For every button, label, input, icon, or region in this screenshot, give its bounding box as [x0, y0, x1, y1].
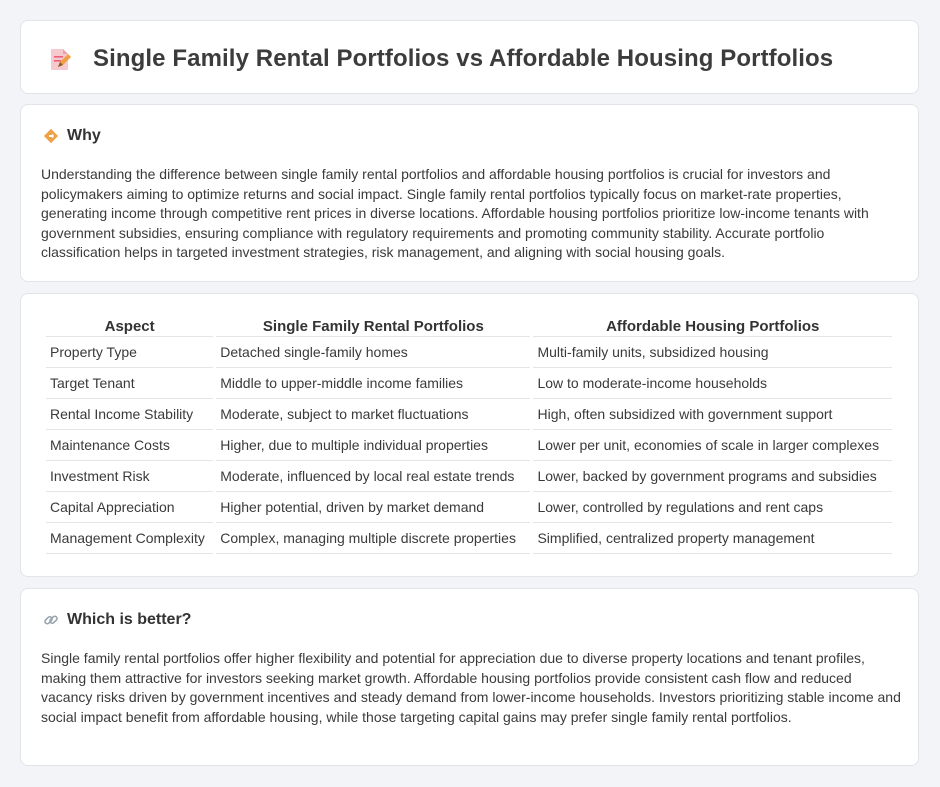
why-title: Why [67, 127, 101, 144]
better-text: Single family rental portfolios offer higher flexibility and potential for appreciation due to diverse property locations and tenant profiles, making them attractive for investors seeking market growth. Affordable housing portfolios provide consistent cash flow and reduced vacancy risks driven by government incentives and steady demand from lower-income households. Investors prioritizing stable income and social impact benefit from affordable housing, while those targeting capital gains may prefer single family rental portfolios. [41, 650, 901, 725]
row-single-family: Complex, managing multiple discrete properties [216, 523, 530, 554]
header-aspect: Aspect [46, 316, 213, 337]
comparison-table [43, 316, 895, 554]
row-aspect: Capital Appreciation [46, 492, 213, 523]
why-text: Understanding the difference between single family rental portfolios and affordable housing portfolios is crucial for investors and policymakers aiming to optimize returns and social impact. Single family rental portfolios typically focus on market-rate properties, generating income through competitive rent prices in diverse locations. Affordable housing portfolios prioritize low-income tenants with government subsidies, ensuring compliance with regulatory requirements and promoting community stability. Accurate portfolio classification helps in targeted investment strategies, risk management, and aligning with social housing goals. [41, 166, 869, 261]
better-header [43, 611, 191, 629]
table-row [46, 368, 892, 399]
row-aspect: Property Type [46, 337, 213, 368]
page-title: Single Family Rental Portfolios vs Affordable Housing Portfolios [93, 45, 834, 72]
comparison-card [20, 293, 919, 577]
header-affordable: Affordable Housing Portfolios [533, 316, 892, 337]
better-title: Which is better? [67, 611, 192, 628]
better-card [20, 588, 919, 766]
row-affordable: Multi-family units, subsidized housing [533, 337, 892, 368]
why-card [20, 104, 919, 282]
table-row [46, 337, 892, 368]
row-single-family: Detached single-family homes [216, 337, 530, 368]
table-row [46, 523, 892, 554]
why-header [43, 127, 101, 145]
document-edit-icon [47, 46, 73, 72]
row-affordable: High, often subsidized with government support [533, 399, 892, 430]
row-aspect: Management Complexity [46, 523, 213, 554]
row-aspect: Investment Risk [46, 461, 213, 492]
title-row [47, 45, 833, 73]
row-single-family: Higher potential, driven by market demand [216, 492, 530, 523]
row-affordable: Lower per unit, economies of scale in larger complexes [533, 430, 892, 461]
row-affordable: Lower, controlled by regulations and rent caps [533, 492, 892, 523]
row-single-family: Middle to upper-middle income families [216, 368, 530, 399]
table-row [46, 430, 892, 461]
title-card [20, 20, 919, 94]
diamond-signal-icon [43, 128, 59, 144]
table-row [46, 461, 892, 492]
header-single-family: Single Family Rental Portfolios [216, 316, 530, 337]
row-aspect: Rental Income Stability [46, 399, 213, 430]
row-aspect: Target Tenant [46, 368, 213, 399]
row-single-family: Higher, due to multiple individual properties [216, 430, 530, 461]
row-affordable: Low to moderate-income households [533, 368, 892, 399]
table-row [46, 399, 892, 430]
table-row [46, 492, 892, 523]
row-affordable: Simplified, centralized property management [533, 523, 892, 554]
row-single-family: Moderate, influenced by local real estate trends [216, 461, 530, 492]
row-affordable: Lower, backed by government programs and subsidies [533, 461, 892, 492]
link-icon [43, 612, 59, 628]
row-single-family: Moderate, subject to market fluctuations [216, 399, 530, 430]
table-header-row [46, 316, 892, 337]
row-aspect: Maintenance Costs [46, 430, 213, 461]
